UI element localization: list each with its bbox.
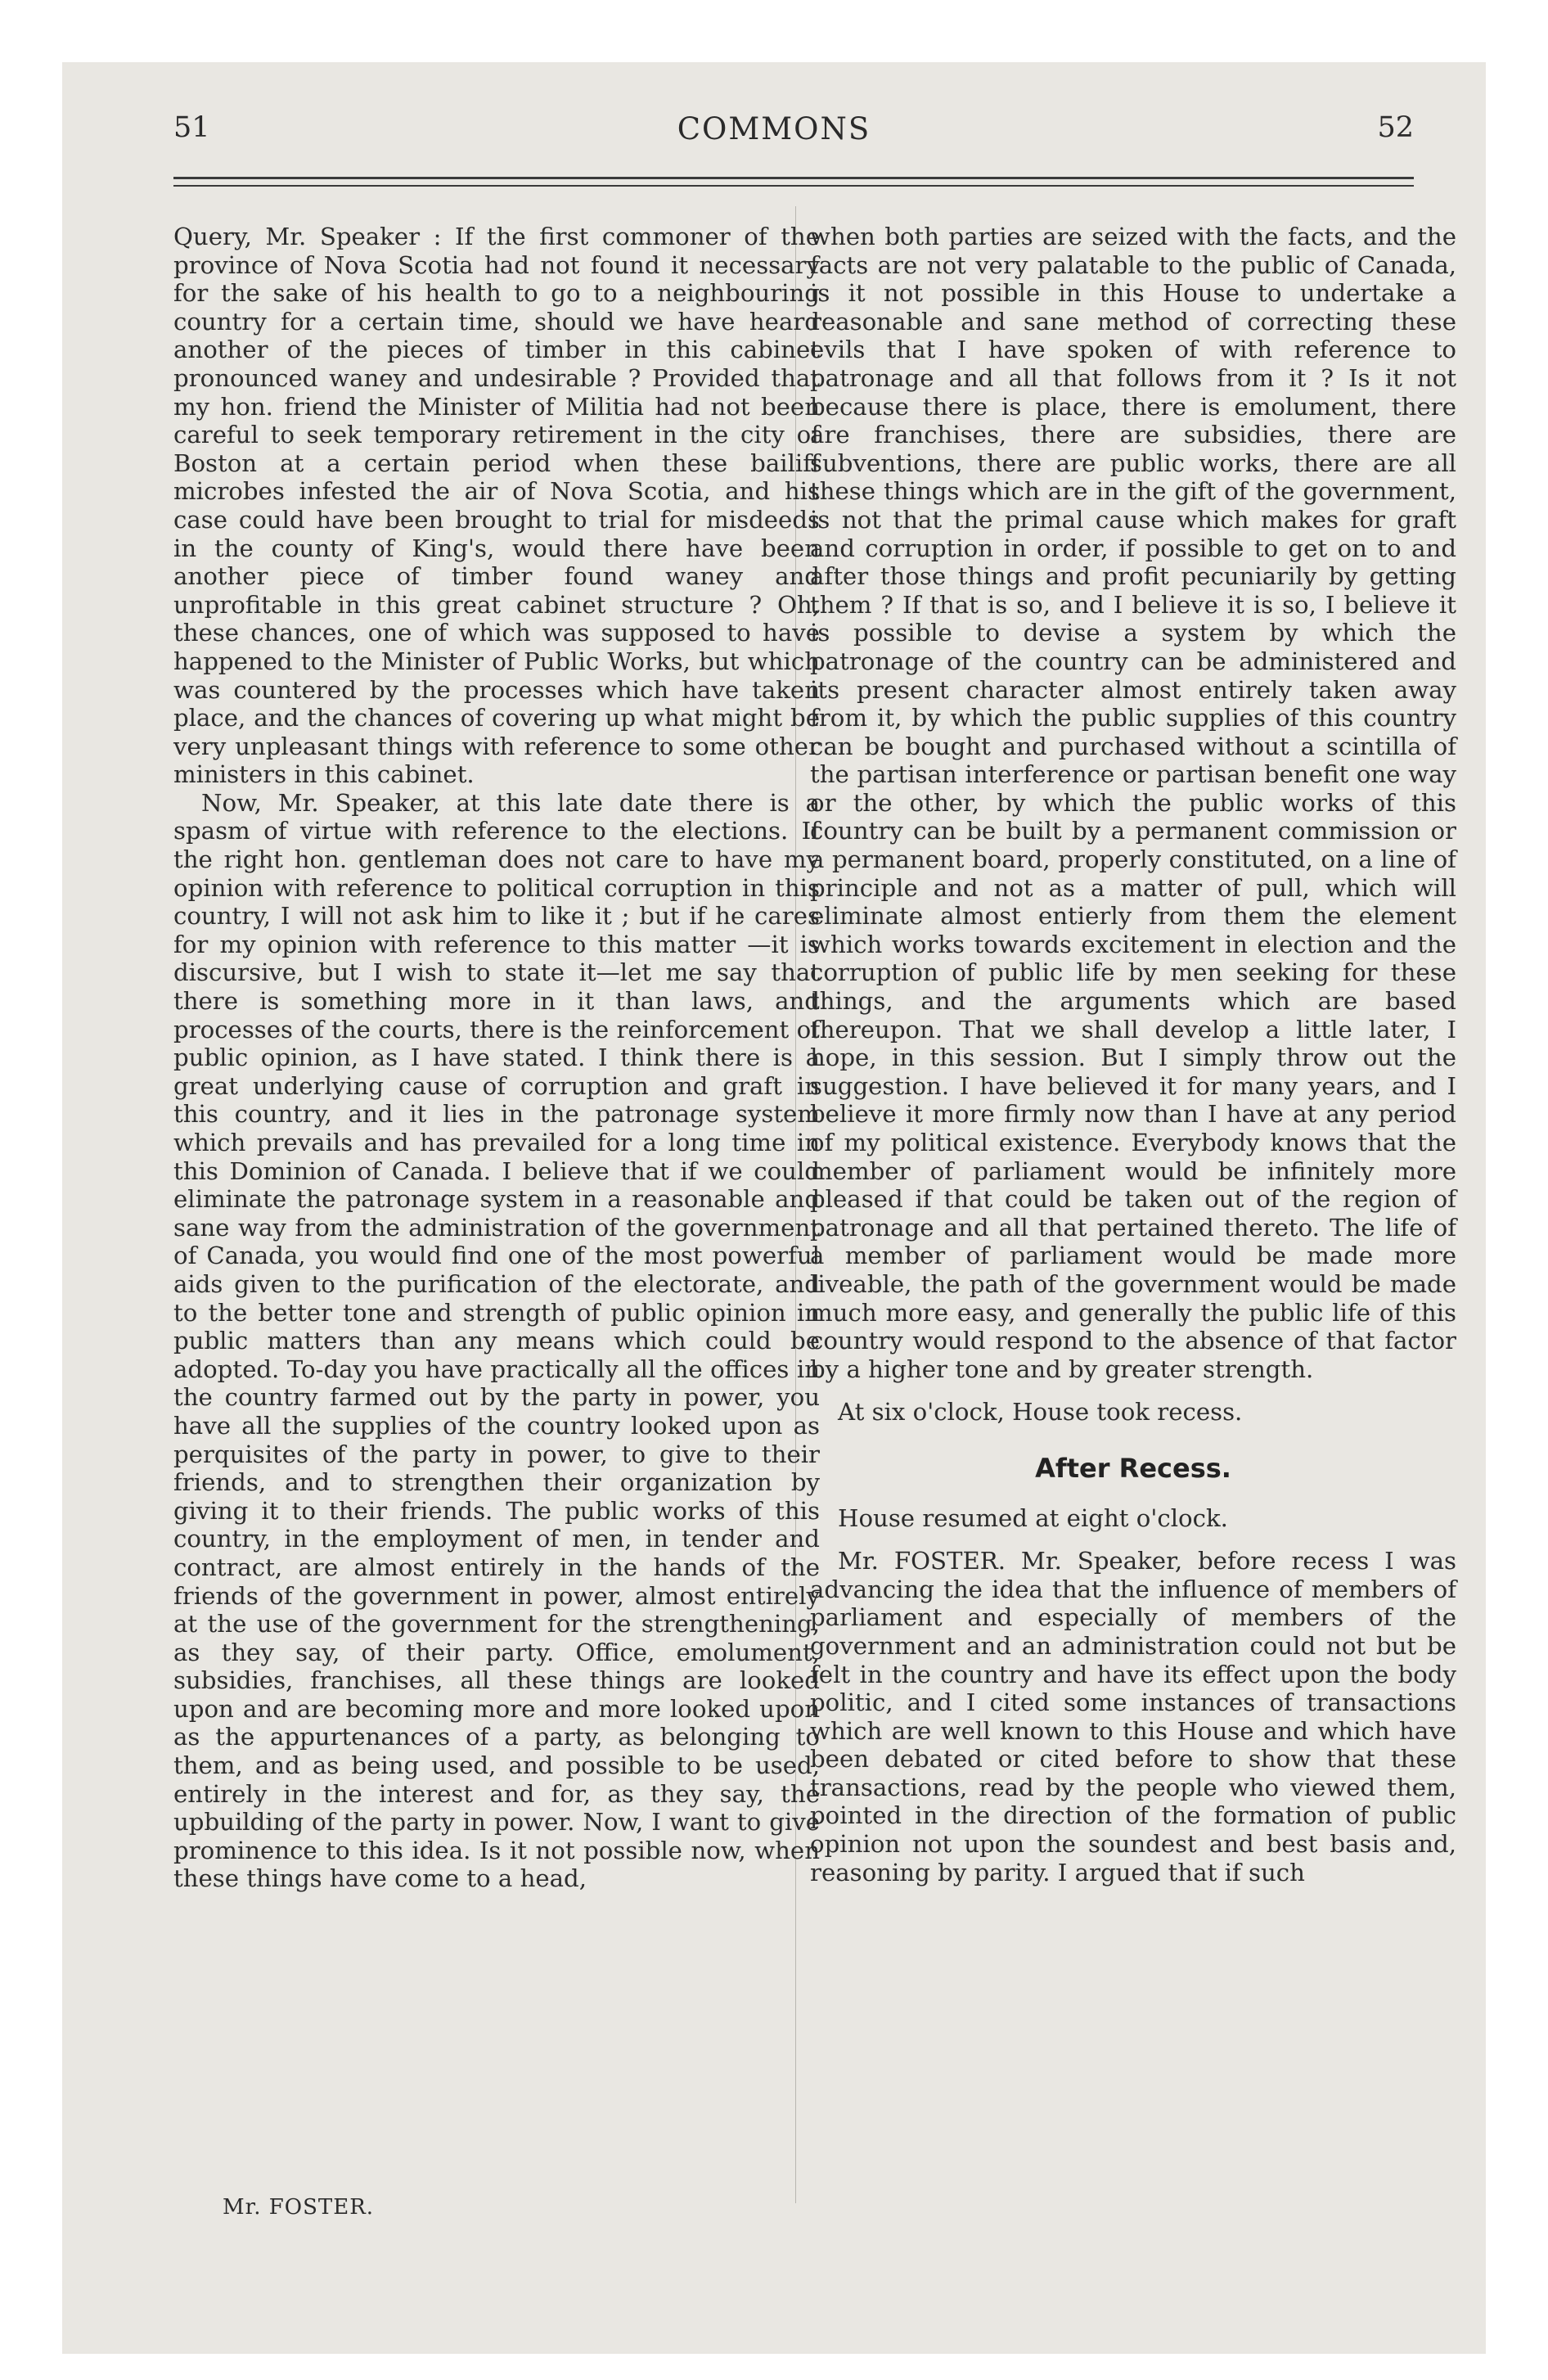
- page-header: [62, 111, 1486, 160]
- footer-speaker-name: Mr. FOSTER.: [223, 2195, 375, 2220]
- right-paragraph-foster: Mr. FOSTER. Mr. Speaker, before recess I was advancing the idea that the influence of members of parliament and especially of members of the government and an administration could not but be felt in the country and have its effect upon the body politic, and I cited some instances of transactions which are well known to this House and which have been debated or cited before to show that these transactions, read by the people who viewed them, pointed in the direction of the formation of public opinion not upon the soundest and best basis and, reasoning by parity. I argued that if such: [810, 1547, 1456, 1886]
- section-heading: After Recess.: [1035, 1452, 1231, 1484]
- header-rule-thick: [173, 177, 1414, 179]
- right-paragraph-1: when both parties are seized with the facts, and the facts are not very palatable to the public of Canada, is it not possible in this House to undertake a reasonable and sane method of correcting these evils that I have spoken of with reference to patronage and all that follows from it ? Is it not because there is place, there is emolument, there are franchises, there are subsidies, there are subventions, there are public works, there are all these things which are in the gift of the government, is not that the primal cause which makes for graft and corruption in order, if possible to get on to and after those things and profit pecuniarily by getting them ? If that is so, and I believe it is so, I believe it is possible to devise a system by which the patronage of the country can be administered and its present character almost entirely taken away from it, by which the public supplies of this country can be bought and purchased without a scintilla of the partisan interference or partisan benefit one way or the other, by which the public works of this country can be built by a permanent commission or a permanent board, properly constituted, on a line of principle and not as a matter of pull, which will eliminate almost entierly from them the element which works towards excitement in election and the corruption of public life by men seeking for these things, and the arguments which are based thereupon. That we shall develop a little later, I hope, in this session. But I simply throw out the suggestion. I have believed it for many years, and I believe it more firmly now than I have at any period of my political existence. Everybody knows that the member of parliament would be infinitely more pleased if that could be taken out of the region of patronage and all that pertained thereto. The life of a member of parliament would be made more liveable, the path of the government would be made much more easy, and generally the public life of this country would respond to the absence of that factor by a higher tone and by greater strength.: [810, 223, 1456, 1383]
- left-column: [173, 223, 820, 1893]
- page-number-left: 51: [173, 111, 210, 144]
- running-title: COMMONS: [677, 111, 871, 146]
- right-column: [810, 223, 1456, 1886]
- left-paragraph-1: Query, Mr. Speaker : If the first commoner of the province of Nova Scotia had not found it necessary for the sake of his health to go to a neighbouring country for a certain time, should we have heard another of the pieces of timber in this cabinet pronounced waney and undesirable ? Provided that my hon. friend the Minister of Militia had not been careful to seek temporary retirement in the city of Boston at a certain period when these bailiff microbes infested the air of Nova Scotia, and his case could have been brought to trial for misdeeds in the county of King's, would there have been another piece of timber found waney and unprofitable in this great cabinet structure ? Oh, these chances, one of which was supposed to have happened to the Minister of Public Works, but which was countered by the processes which have taken place, and the chances of covering up what might be very unpleasant things with reference to some other ministers in this cabinet.: [173, 223, 820, 789]
- scanned-page: [62, 62, 1486, 2354]
- header-rule-thin: [173, 185, 1414, 187]
- page-number-right: 52: [1377, 111, 1414, 144]
- left-paragraph-2: Now, Mr. Speaker, at this late date there is a spasm of virtue with reference to the elections. If the right hon. gentleman does not care to have my opinion with reference to political corruption in this country, I will not ask him to like it ; but if he cares for my opinion with reference to this matter —it is discursive, but I wish to state it—let me say that there is something more in it than laws, and processes of the courts, there is the reinforcement of public opinion, as I have stated. I think there is a great underlying cause of corruption and graft in this country, and it lies in the patronage system which prevails and has prevailed for a long time in this Dominion of Canada. I believe that if we could eliminate the patronage system in a reasonable and sane way from the administration of the government of Canada, you would find one of the most powerful aids given to the purification of the electorate, and to the better tone and strength of public opinion in public matters than any means which could be adopted. To-day you have practically all the offices in the country farmed out by the party in power, you have all the supplies of the country looked upon as perquisites of the party in power, to give to their friends, and to strengthen their organization by giving it to their friends. The public works of this country, in the employment of men, in tender and contract, are almost entirely in the hands of the friends of the government in power, almost entirely at the use of the government for the strengthening, as they say, of their party. Office, emolument, subsidies, franchises, all these things are looked upon and are becoming more and more looked upon as the appurtenances of a party, as belonging to them, and as being used, and possible to be used, entirely in the interest and for, as they say, the upbuilding of the party in power. Now, I want to give prominence to this idea. Is it not possible now, when these things have come to a head,: [173, 788, 820, 1893]
- recess-note: At six o'clock, House took recess.: [838, 1398, 1243, 1427]
- resumed-note: House resumed at eight o'clock.: [838, 1503, 1228, 1532]
